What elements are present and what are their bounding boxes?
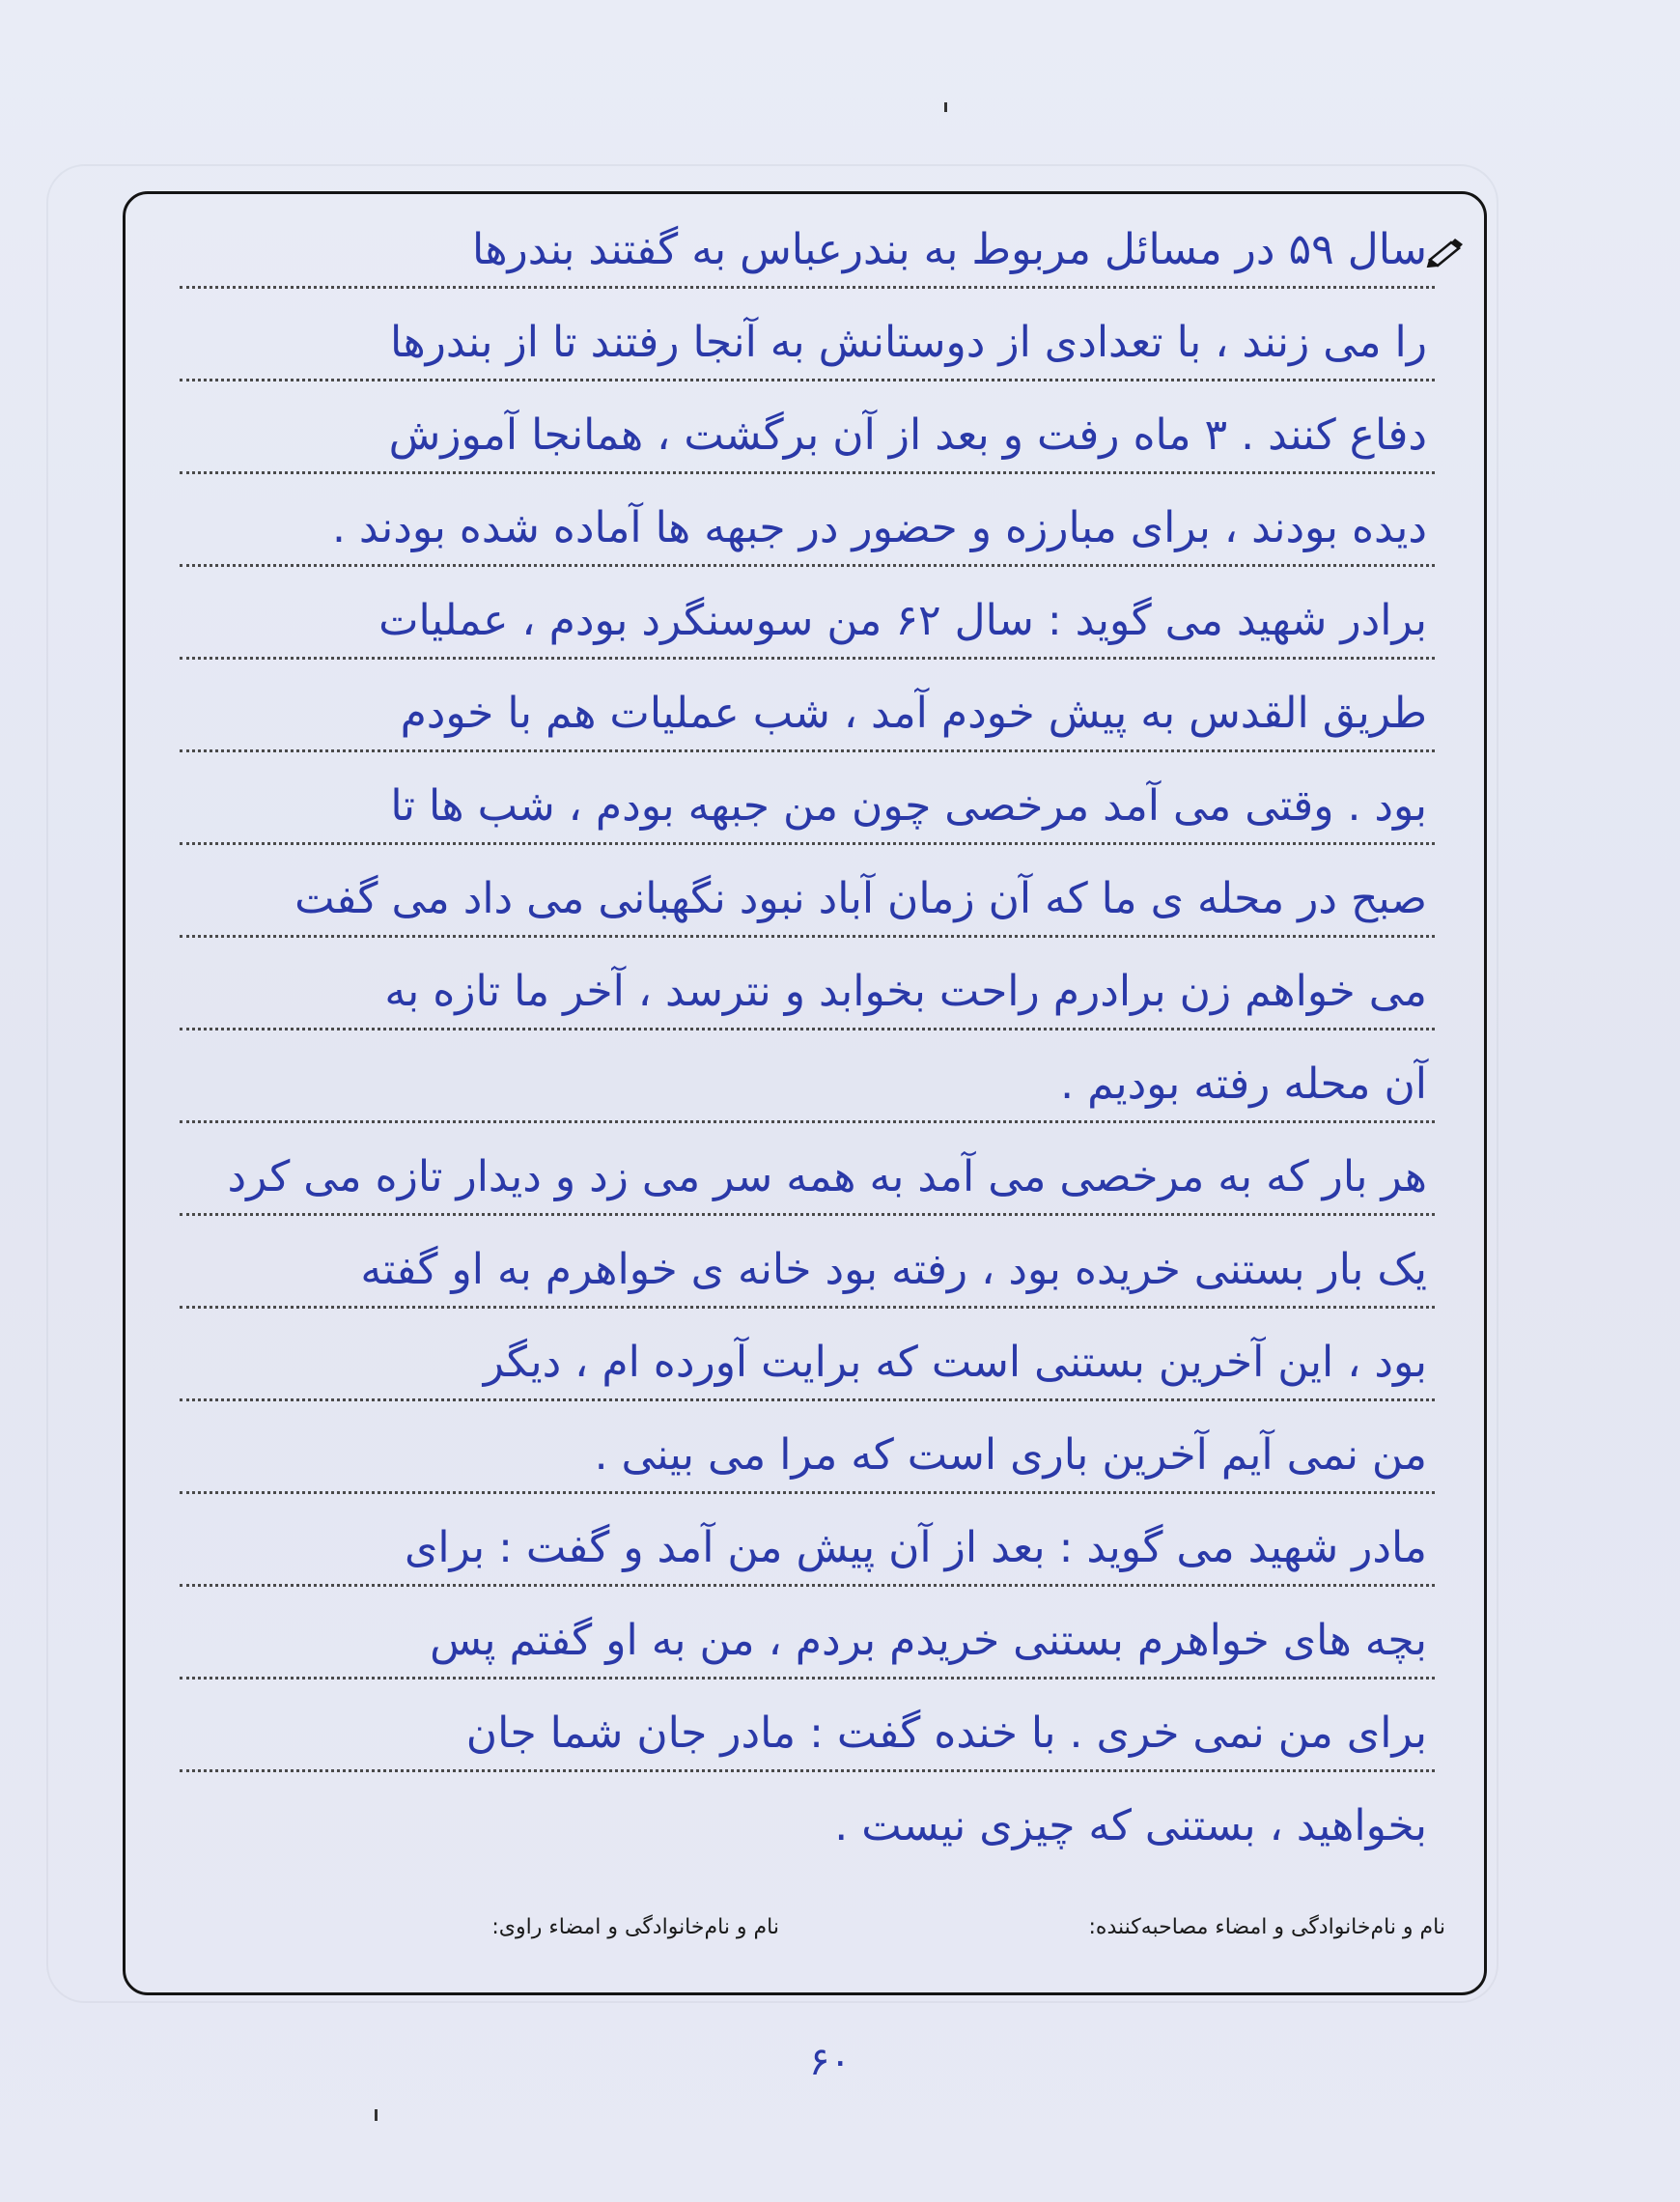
text-line: [180, 1401, 1435, 1494]
text-line: [180, 1494, 1435, 1587]
text-line: [180, 1030, 1435, 1123]
handwritten-text: برای من نمی خری . با خنده گفت : مادر جان شما جان: [465, 1708, 1427, 1758]
handwritten-text: هر بار که به مرخصی می آمد به همه سر می زد و دیدار تازه می کرد: [227, 1152, 1427, 1201]
handwritten-text: طریق القدس به پیش خودم آمد ، شب عملیات هم با خودم: [400, 689, 1427, 738]
text-line: [180, 196, 1435, 289]
text-line: [180, 289, 1435, 381]
page-number: ۶۰: [809, 2040, 851, 2084]
narrator-signature-label: نام و نام‌خانوادگی و امضاء راوی:: [491, 1915, 779, 1939]
text-line: [180, 1772, 1435, 1865]
handwritten-lines: [126, 194, 1484, 1992]
text-line: [180, 474, 1435, 567]
handwritten-text: بخواهید ، بستنی که چیزی نیست .: [834, 1801, 1427, 1850]
text-line: [180, 1216, 1435, 1309]
handwritten-text: یک بار بستنی خریده بود ، رفته بود خانه ی خواهرم به او گفته: [360, 1245, 1427, 1294]
text-line: [180, 660, 1435, 752]
handwritten-text: برادر شهید می گوید : سال ۶۲ من سوسنگرد بودم ، عملیات: [378, 596, 1427, 645]
text-line: [180, 1587, 1435, 1680]
handwritten-text: آن محله رفته بودیم .: [1060, 1059, 1427, 1109]
handwritten-text: دفاع کنند . ۳ ماه رفت و بعد از آن برگشت ، همانجا آموزش: [388, 410, 1427, 460]
text-line: [180, 845, 1435, 938]
text-line: [180, 752, 1435, 845]
punch-mark: [375, 2109, 378, 2121]
text-line: [180, 1680, 1435, 1772]
handwritten-text: بود . وقتی می آمد مرخصی چون من جبهه بودم ، شب ها تا: [390, 781, 1427, 831]
text-line: [180, 381, 1435, 474]
text-line: [180, 567, 1435, 660]
handwritten-text: مادر شهید می گوید : بعد از آن پیش من آمد و گفت : برای: [404, 1523, 1427, 1572]
interviewer-signature-label: نام و نام‌خانوادگی و امضاء مصاحبه‌کننده:: [1088, 1915, 1445, 1939]
handwritten-text: سال ۵۹ در مسائل مربوط به بندرعباس به گفتند بندرها: [471, 225, 1427, 274]
handwritten-text: دیده بودند ، برای مبارزه و حضور در جبهه ها آماده شده بودند .: [331, 503, 1427, 552]
form-frame: [123, 191, 1487, 1995]
text-line: [180, 1309, 1435, 1401]
handwritten-text: من نمی آیم آخرین باری است که مرا می بینی .: [594, 1430, 1427, 1480]
text-line: [180, 938, 1435, 1030]
signature-footer: [164, 1915, 1445, 1954]
handwritten-text: بچه های خواهرم بستنی خریدم بردم ، من به او گفتم پس: [430, 1616, 1427, 1665]
handwritten-text: صبح در محله ی ما که آن زمان آباد نبود نگهبانی می داد می گفت: [294, 874, 1427, 923]
handwritten-text: را می زنند ، با تعدادی از دوستانش به آنجا رفتند تا از بندرها: [390, 318, 1427, 367]
text-line: [180, 1123, 1435, 1216]
handwritten-text: بود ، این آخرین بستنی است که برایت آورده ام ، دیگر: [483, 1338, 1427, 1387]
punch-mark: [944, 102, 947, 112]
handwritten-text: می خواهم زن برادرم راحت بخوابد و نترسد ، آخر ما تازه به: [384, 967, 1427, 1016]
